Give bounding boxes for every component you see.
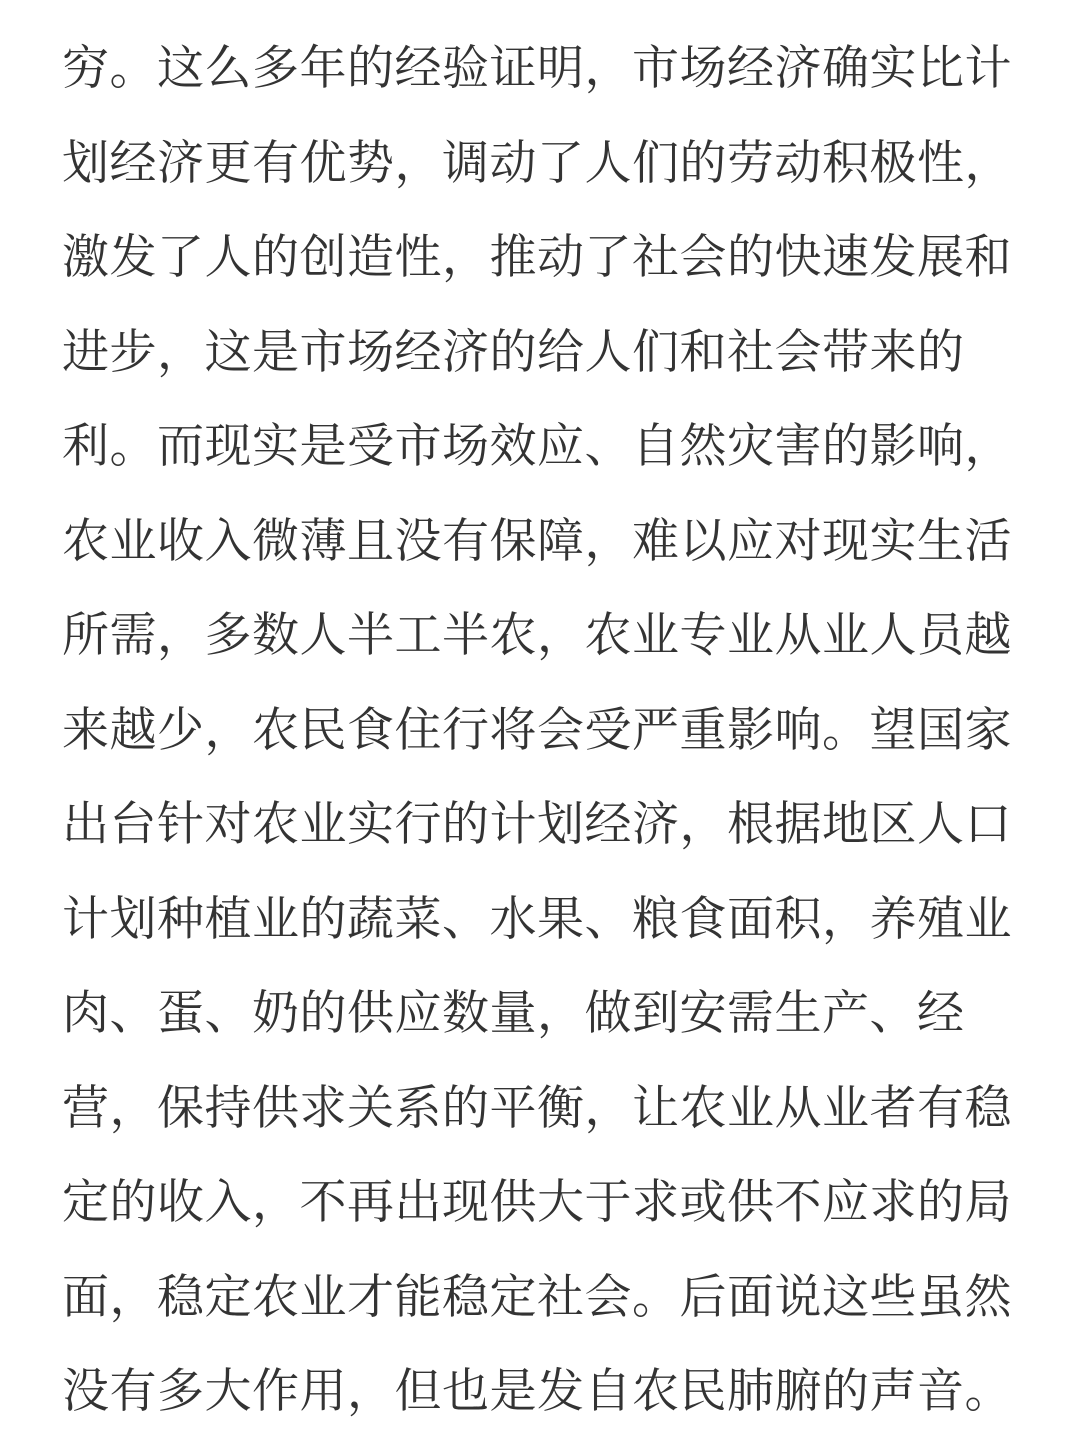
text-line: 定的收入，不再出现供大于求或供不应求的局 — [62, 1175, 1012, 1230]
text-line: 来越少，农民食住行将会受严重影响。望国家 — [62, 702, 1012, 758]
text-line: 利。而现实是受市场效应、自然灾害的影响， — [62, 419, 1012, 474]
text-line: 出台针对农业实行的计划经济，根据地区人口 — [62, 797, 1012, 852]
text-line: 进步，这是市场经济的给人们和社会带来的 — [62, 324, 965, 380]
text-line: 激发了人的创造性，推动了社会的快速发展和 — [62, 230, 1012, 285]
text-line: 肉、蛋、奶的供应数量，做到安需生产、经 — [62, 986, 965, 1041]
text-line: 划经济更有优势，调动了人们的劳动积极性， — [62, 135, 1012, 191]
text-line: 农业收入微薄且没有保障，难以应对现实生活 — [62, 513, 1012, 569]
text-line: 营，保持供求关系的平衡，让农业从业者有稳 — [62, 1080, 1012, 1136]
text-line: 面，稳定农业才能稳定社会。后面说这些虽然 — [62, 1269, 1012, 1325]
text-line: 没有多大作用，但也是发自农民肺腑的声音。 — [62, 1364, 1012, 1419]
text-line: 所需，多数人半工半农，农业专业从业人员越 — [62, 608, 1012, 663]
text-line: 穷。这么多年的经验证明，市场经济确实比计 — [62, 41, 1012, 96]
article-body — [62, 22, 1022, 1440]
text-line: 计划种植业的蔬菜、水果、粮食面积，养殖业 — [62, 891, 1012, 947]
